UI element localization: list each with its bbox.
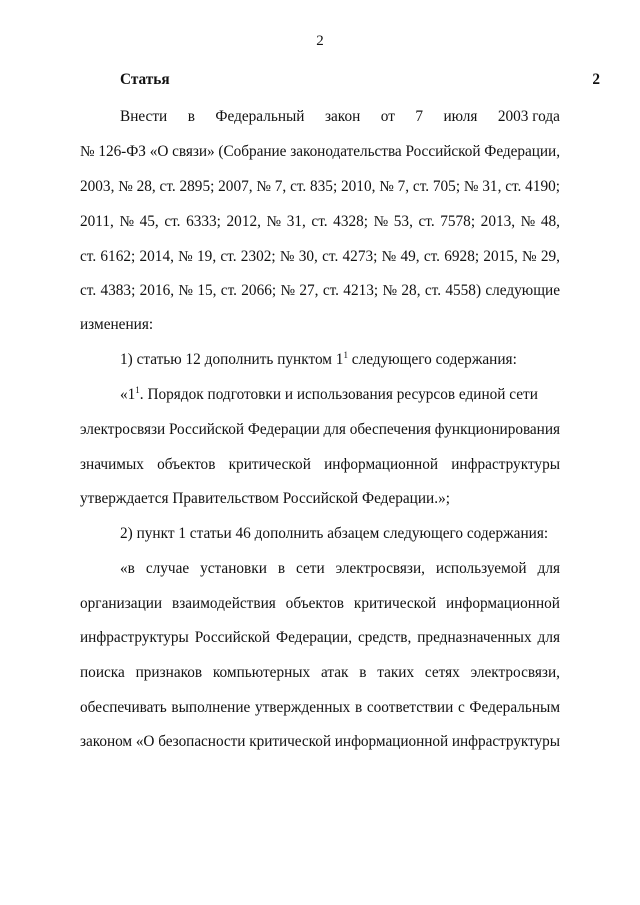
word: 7 [415,108,424,125]
superscript: 1 [343,350,348,360]
quote-text: «1 [120,386,136,403]
quote-line: поиска признаков компьютерных атак в таких сетях электросвязи, [80,664,560,681]
list-item-2: 2) пункт 1 статьи 46 дополнить абзацем следующего содержания: [120,525,549,542]
paragraph-line: ст. 4383; 2016, № 15, ст. 2066; № 27, ст. 4213; № 28, ст. 4558) следующие [80,282,560,299]
word: июля [443,108,478,125]
quote-line: электросвязи Российской Федерации для обеспечения функционирования [80,421,560,438]
list-item-1 [120,350,600,370]
paragraph-line: изменения: [80,316,154,333]
item-text: 1) статью 12 дополнить пунктом 1 [120,351,344,368]
paragraph-line [120,107,560,127]
paragraph-line: ст. 6162; 2014, № 19, ст. 2302; № 30, ст. 4273; № 49, ст. 6928; 2015, № 29, [80,248,560,265]
quote-line: значимых объектов критической информационной инфраструктуры [80,456,560,473]
article-heading: Статья 2 [120,71,600,88]
word: Федеральный [215,108,305,125]
page-number: 2 [316,33,324,49]
quote-line: инфраструктуры Российской Федерации, средств, предназначенных для [80,629,560,646]
superscript: 1 [135,385,140,395]
word: 2003 года [497,108,560,125]
quote-line: обеспечивать выполнение утвержденных в соответствии с Федеральным [80,699,560,716]
quote-line: «в случае установки в сети электросвязи, используемой для [120,560,560,577]
quote-text: . Порядок подготовки и использования ресурсов единой сети [139,386,538,403]
word: от [380,108,395,125]
paragraph-line: 2011, № 45, ст. 6333; 2012, № 31, ст. 4328; № 53, ст. 7578; 2013, № 48, [80,213,560,230]
item-text: следующего содержания: [347,351,517,368]
quote-line: организации взаимодействия объектов критической информационной [80,595,560,612]
quote-line [120,385,600,405]
word: Внести [120,108,168,125]
word: закон [324,108,361,125]
quote-line: законом «О безопасности критической информационной инфраструктуры [80,733,560,750]
word: в [187,108,195,125]
paragraph-line: № 126-ФЗ «О связи» (Собрание законодательства Российской Федерации, [80,143,560,160]
quote-line: утверждается Правительством Российской Федерации.»; [80,490,450,507]
paragraph-line: 2003, № 28, ст. 2895; 2007, № 7, ст. 835; 2010, № 7, ст. 705; № 31, ст. 4190; [80,178,560,195]
